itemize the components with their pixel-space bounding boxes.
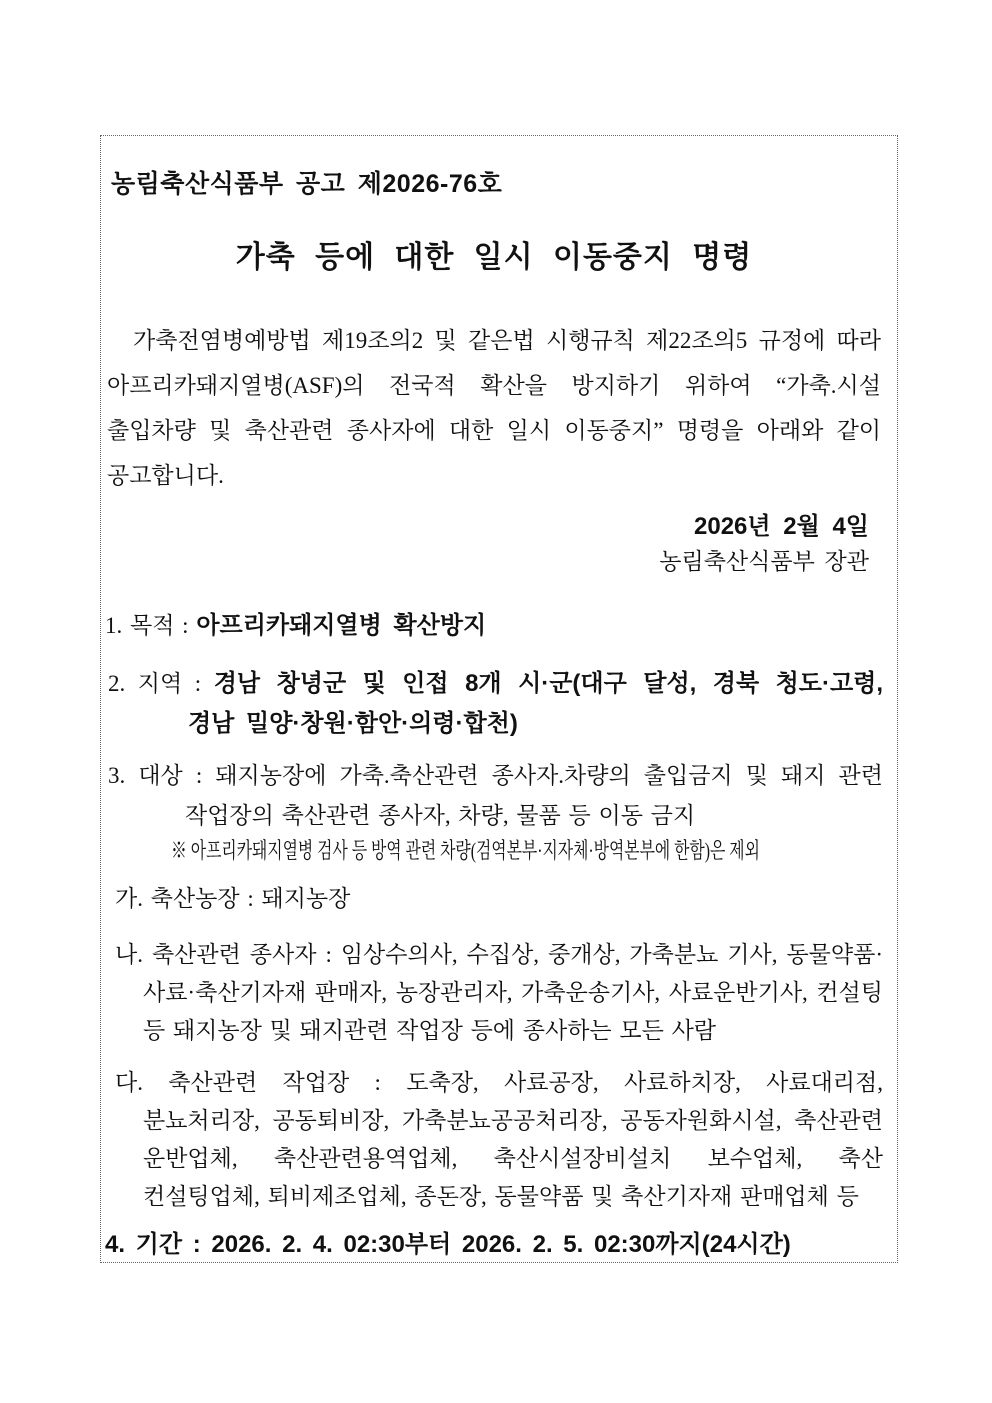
subitem-related-workers: 나. 축산관련 종사자 : 임상수의사, 수집상, 중개상, 가축분뇨 기사, 동물약품·사료·축산기자재 판매자, 농장관리자, 가축운송기사, 사료운반기사, 컨설팅 등 돼지농장 및 돼지관련 작업장 등에 종사하는 모든 사람 bbox=[115, 942, 883, 1043]
item-region bbox=[105, 664, 883, 744]
item-target-exception-note: ※ 아프리카돼지열병 검사 등 방역 관련 차량(검역본부·지자체·방역본부에 한함)은 제외 bbox=[171, 838, 760, 863]
item-purpose bbox=[105, 606, 883, 646]
item-purpose-label: 1. 목적 : bbox=[105, 613, 197, 638]
subitem-related-workplaces: 다. 축산관련 작업장 : 도축장, 사료공장, 사료하치장, 사료대리점, 분뇨처리장, 공동퇴비장, 가축분뇨공공처리장, 공동자원화시설, 축산관련 운반업체, 축산관련용역업체, 축산시설장비설치 보수업체, 축산 컨설팅업체, 퇴비제조업체, 종돈장, 동물약품 및 축산기자재 판매업체 등 bbox=[115, 1070, 883, 1209]
document-title: 가축 등에 대한 일시 이동중지 명령 bbox=[235, 241, 753, 274]
item-region-value: 경남 창녕군 및 인접 8개 시·군(대구 달성, 경북 청도·고령, 경남 밀양·창원·함안·의령·합천) bbox=[188, 670, 883, 737]
notice-date: 2026년 2월 4일 bbox=[694, 513, 869, 540]
notice-number: 농림축산식품부 공고 제2026-76호 bbox=[111, 170, 503, 198]
item-purpose-value: 아프리카돼지열병 확산방지 bbox=[196, 612, 487, 639]
intro-paragraph: 가축전염병예방법 제19조의2 및 같은법 시행규칙 제22조의5 규정에 따라 아프리카돼지열병(ASF)의 전국적 확산을 방지하기 위하여 “가축.시설 출입차량 및 축산관련 종사자에 대한 일시 이동중지” 명령을 아래와 같이 공고합니다. bbox=[107, 328, 881, 488]
notice-document bbox=[100, 135, 898, 1263]
subitem-livestock-farm: 가. 축산농장 : 돼지농장 bbox=[115, 886, 351, 911]
item-target bbox=[105, 756, 883, 836]
item-target-text: 3. 대상 : 돼지농장에 가축.축산관련 종사자.차량의 출입금지 및 돼지 관련 작업장의 축산관련 종사자, 차량, 물품 등 이동 금지 bbox=[108, 763, 883, 828]
item-period: 4. 기간 : 2026. 2. 4. 02:30부터 2026. 2. 5. 02:30까지(24시간) bbox=[105, 1231, 791, 1258]
signature-block bbox=[105, 510, 883, 580]
item-region-label: 2. 지역 : bbox=[108, 671, 214, 696]
issuing-authority: 농림축산식품부 장관 bbox=[659, 549, 869, 574]
